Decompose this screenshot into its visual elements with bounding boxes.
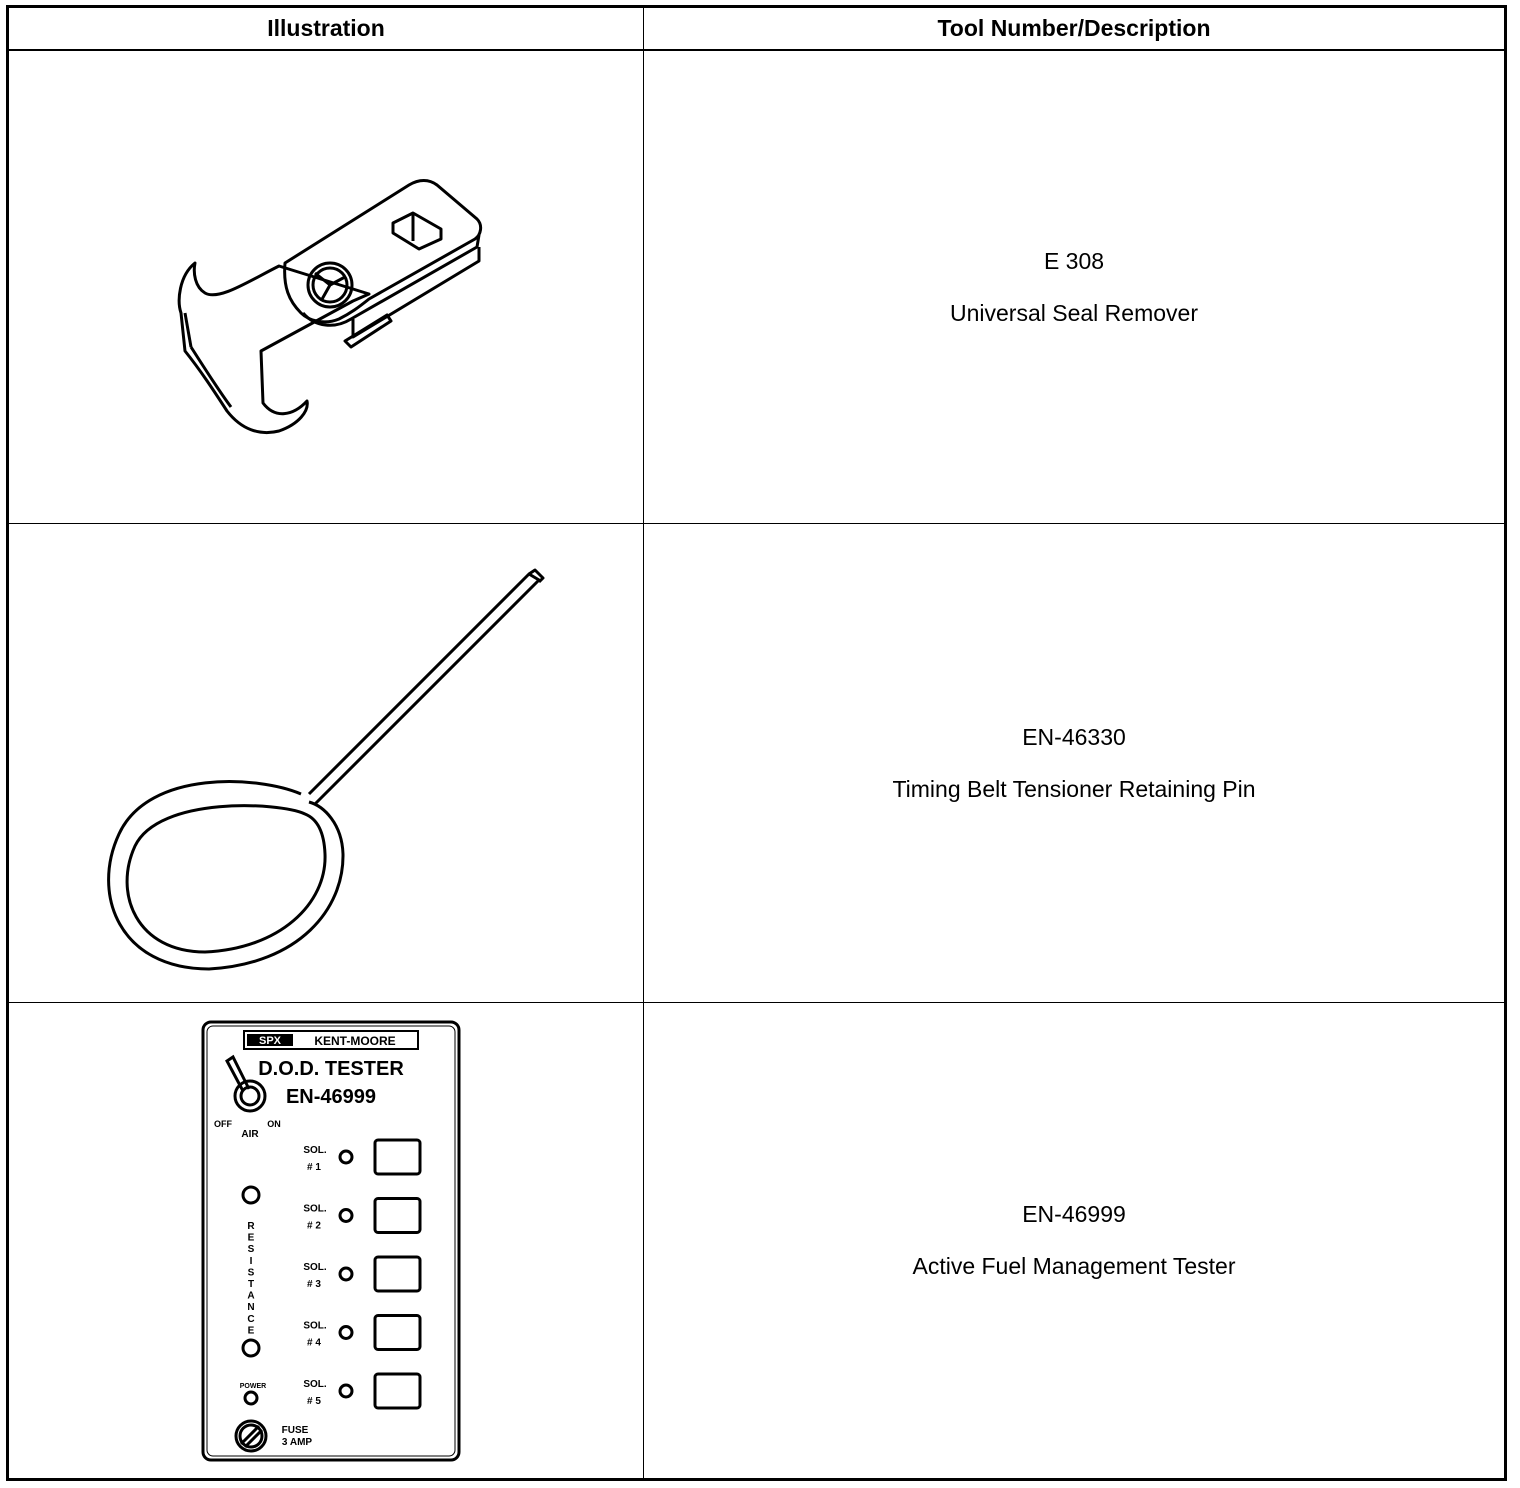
resistance-letter: S — [247, 1267, 255, 1279]
solenoid-label: SOL. — [303, 1262, 327, 1273]
solenoid-button — [375, 1257, 420, 1291]
table-row-1-illustration — [9, 51, 643, 524]
solenoid-led — [340, 1268, 352, 1280]
tester-model: EN-46999 — [285, 1086, 377, 1108]
switch-off-label: OFF — [214, 1119, 232, 1129]
resistance-letter: T — [247, 1279, 255, 1290]
resistance-letter: R — [247, 1221, 255, 1232]
table-row-2-description — [643, 524, 1504, 1003]
brand-right-text: KENT-MOORE — [314, 1034, 396, 1048]
brand-left-text: SPX — [258, 1035, 282, 1047]
tool-description: Timing Belt Tensioner Retaining Pin — [892, 775, 1256, 802]
solenoid-row — [303, 1374, 420, 1408]
solenoid-led — [340, 1210, 352, 1222]
tester-title: D.O.D. TESTER — [258, 1058, 404, 1080]
solenoid-number: # 5 — [307, 1396, 321, 1407]
solenoid-rows — [303, 1140, 420, 1408]
solenoid-led — [340, 1327, 352, 1339]
dod-tester-icon — [9, 1003, 643, 1478]
solenoid-number: # 2 — [307, 1220, 321, 1232]
fuse-icon — [236, 1421, 266, 1451]
solenoid-label: SOL. — [303, 1145, 327, 1156]
resistance-letter: E — [247, 1232, 255, 1244]
resistance-jack-bottom — [243, 1340, 259, 1356]
resistance-letter: N — [247, 1302, 255, 1314]
solenoid-row — [303, 1140, 420, 1174]
table-row-1-description — [643, 51, 1504, 524]
solenoid-number: # 1 — [307, 1162, 321, 1173]
solenoid-number: # 4 — [307, 1337, 321, 1349]
solenoid-button — [375, 1374, 420, 1408]
resistance-letter: C — [247, 1313, 255, 1325]
resistance-letter: I — [249, 1255, 253, 1267]
solenoid-button — [375, 1199, 420, 1233]
fuse-label: FUSE — [281, 1425, 309, 1436]
power-led — [245, 1392, 257, 1404]
solenoid-button — [375, 1316, 420, 1350]
resistance-letter: E — [247, 1325, 255, 1337]
header-illustration: Illustration — [9, 8, 643, 51]
seal-remover-icon — [9, 51, 643, 524]
fuse-rating: 3 AMP — [281, 1437, 313, 1448]
solenoid-row — [303, 1199, 420, 1233]
solenoid-label: SOL. — [303, 1320, 327, 1332]
table-row-3-description — [643, 1003, 1504, 1478]
power-label: POWER — [239, 1383, 267, 1390]
table-row-3-illustration — [9, 1003, 643, 1478]
tool-number: EN-46999 — [1022, 1201, 1126, 1227]
solenoid-row — [303, 1257, 420, 1291]
resistance-letter: A — [247, 1290, 255, 1302]
solenoid-number: # 3 — [307, 1279, 321, 1290]
table-row-2-illustration — [9, 524, 643, 1003]
tool-number: EN-46330 — [1022, 723, 1126, 750]
solenoid-label: SOL. — [303, 1379, 327, 1390]
switch-on-label: ON — [267, 1119, 281, 1129]
solenoid-label: SOL. — [303, 1203, 327, 1215]
solenoid-button — [375, 1140, 420, 1174]
solenoid-led — [340, 1151, 352, 1163]
header-tool-description: Tool Number/Description — [643, 8, 1504, 51]
tool-description: Universal Seal Remover — [950, 299, 1198, 326]
resistance-letter: S — [247, 1244, 255, 1256]
solenoid-led — [340, 1385, 352, 1397]
resistance-jack-top — [243, 1187, 259, 1203]
solenoid-row — [303, 1316, 420, 1350]
tool-number: E 308 — [1043, 247, 1105, 274]
switch-air-label: AIR — [241, 1129, 259, 1140]
tool-description: Active Fuel Management Tester — [912, 1253, 1236, 1279]
resistance-vertical-label — [247, 1221, 255, 1336]
tool-table — [6, 5, 1507, 1481]
retaining-pin-icon — [9, 524, 643, 1003]
